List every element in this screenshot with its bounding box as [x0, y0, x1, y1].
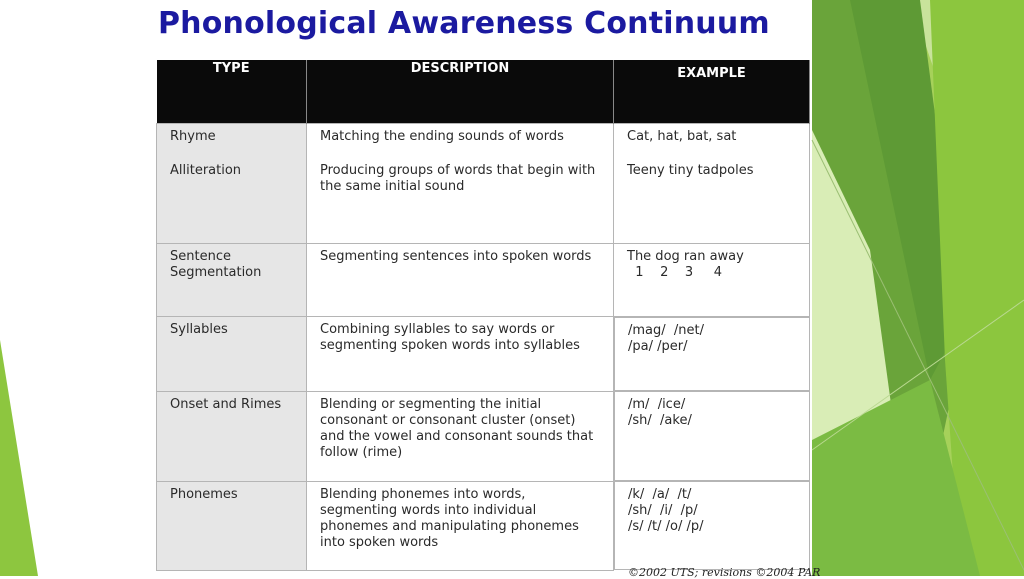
copyright-notice: ©2002 UTS; revisions ©2004 PAR — [628, 566, 821, 579]
table-row — [157, 391, 810, 481]
type-syllables: Syllables — [157, 317, 307, 392]
example-cell — [614, 124, 810, 244]
type-cell — [157, 124, 307, 244]
table-row — [157, 317, 810, 392]
description-phonemes: Blending phonemes into words, segmenting words into individual phonemes and manipulating phonemes into spoken words — [307, 481, 614, 570]
example-cell — [614, 244, 810, 317]
description-sentence-segmentation: Segmenting sentences into spoken words — [307, 244, 614, 317]
header-example: EXAMPLE — [614, 60, 810, 124]
example-word-numbers: 1 2 3 4 — [627, 265, 723, 280]
page-title: Phonological Awareness Continuum — [158, 6, 770, 41]
type-alliteration: Alliteration — [170, 163, 242, 178]
type-sentence-segmentation: Sentence Segmentation — [157, 244, 307, 317]
type-phonemes: Phonemes — [157, 481, 307, 570]
example-syllables: /mag/ /net/ /pa/ /per/ — [614, 317, 810, 391]
left-edge-green-shape — [0, 340, 38, 576]
type-rhyme: Rhyme — [170, 129, 216, 144]
table-row — [157, 481, 810, 570]
description-syllables: Combining syllables to say words or segmenting spoken words into syllables — [307, 317, 614, 392]
table-row — [157, 244, 810, 317]
description-rhyme: Matching the ending sounds of words — [320, 129, 564, 144]
continuum-table — [156, 60, 810, 571]
description-onset-and-rimes: Blending or segmenting the initial consonant or consonant cluster (onset) and the vowel and consonant sounds that follow (rime) — [307, 391, 614, 481]
example-rhyme: Cat, hat, bat, sat — [627, 129, 737, 144]
example-onset-and-rimes: /m/ /ice/ /sh/ /ake/ — [614, 391, 810, 481]
example-alliteration: Teeny tiny tadpoles — [627, 163, 754, 178]
description-alliteration: Producing groups of words that begin with the same initial sound — [320, 163, 596, 194]
description-cell — [307, 124, 614, 244]
table-header-row — [157, 60, 810, 124]
type-onset-and-rimes: Onset and Rimes — [157, 391, 307, 481]
header-type: TYPE — [157, 60, 307, 124]
table-row — [157, 124, 810, 244]
header-description: DESCRIPTION — [307, 60, 614, 124]
example-sentence-segmentation: The dog ran away — [627, 249, 744, 264]
example-phonemes: /k/ /a/ /t/ /sh/ /i/ /p/ /s/ /t/ /o/ /p/ — [614, 481, 810, 570]
